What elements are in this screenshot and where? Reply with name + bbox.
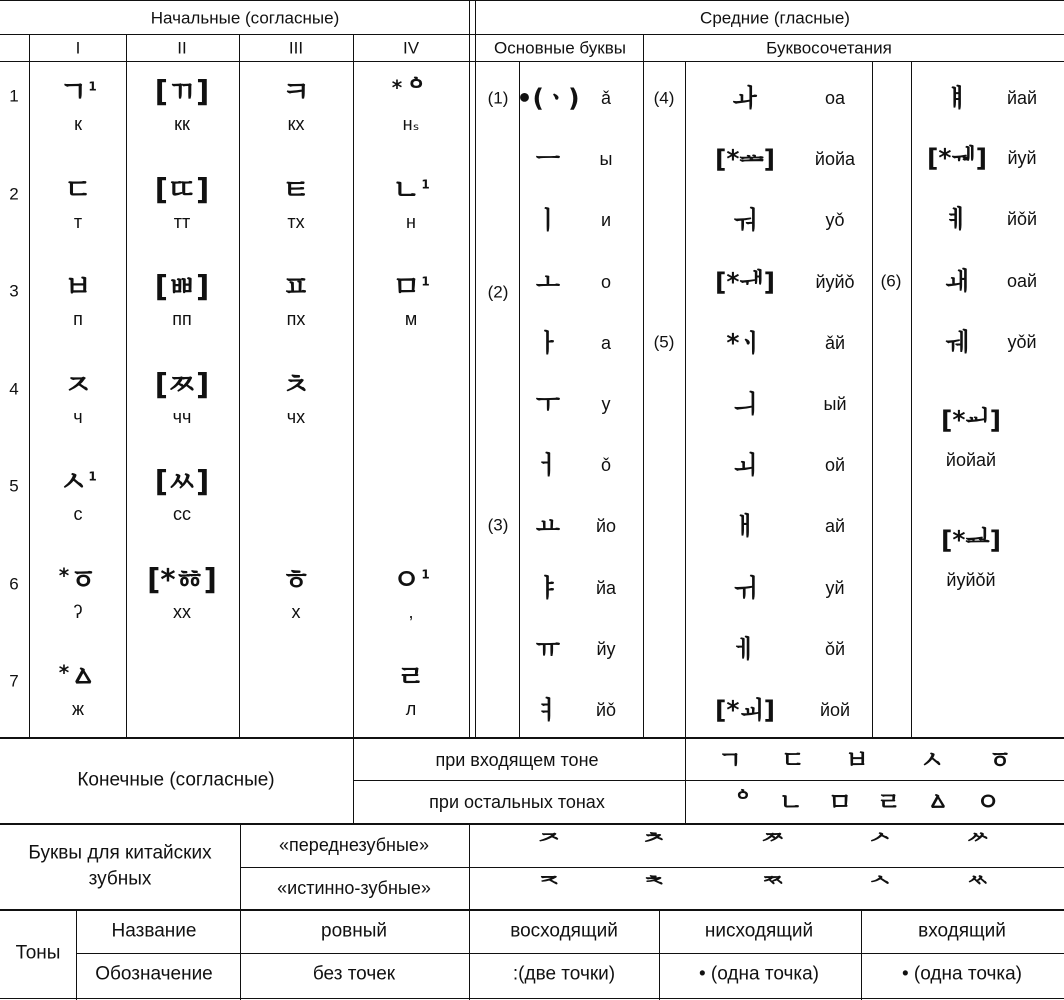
row-number: 5 [9,476,19,496]
hangul-glyph: ㄹ [396,659,426,694]
superscript-mark: 1 [88,79,97,94]
hangul-glyph: [*ᆇ] [714,144,776,174]
initial-glyph [63,367,93,402]
combo-vowel-glyph [940,405,1002,435]
tone-mark-falling: • (одна точка) [699,963,819,985]
hangul-glyph: ㄴ [392,172,421,207]
combo-vowel-romanization: йуй [1007,148,1037,168]
initial-romanization: х [291,602,301,622]
hangul-glyph: ㅁ [392,269,421,304]
initial-romanization: сс [173,504,191,524]
dental-label-line1: Буквы для китайских [28,842,212,864]
front-dental-glyph: ᄼ [867,830,893,860]
basic-vowel-glyph [535,144,561,174]
initial-glyph [281,562,311,597]
basic-vowel-romanization: о [600,271,612,292]
initial-romanization: пх [286,309,306,329]
combo-group-label: (6) [880,271,902,291]
initial-romanization: ж [71,699,85,719]
hangul-glyph: ㅔ [732,634,758,664]
initial-glyph [281,269,311,304]
superscript-mark: 1 [421,177,430,192]
true-dental-glyph: ᅑ [760,873,786,903]
basic-vowel-glyph [535,511,561,541]
basic-vowel-romanization: ы [599,149,613,170]
initial-romanization: ч [73,407,83,427]
combo-vowel-romanization: йǒй [1006,209,1038,229]
front-dental-glyph: ᅏ [760,830,786,860]
combo-vowel-glyph [714,144,776,174]
initial-glyph [154,367,210,402]
initial-romanization: п [73,309,83,329]
basic-vowel-glyph [535,389,561,419]
hangul-glyph: ㅏ [535,328,561,358]
final-other-glyph: ㅁ [827,787,853,817]
front-dental-glyph: ᅎ [536,830,562,860]
initial-romanization: кк [174,114,190,134]
tone-mark-level: без точек [312,963,396,985]
combo-vowel-glyph [944,204,970,234]
initial-glyph [147,562,217,597]
initial-glyph [63,269,93,304]
basic-group-label: (1) [487,88,509,108]
final-entering-glyph: ㅅ [919,745,945,775]
hangul-glyph: ㅿ [69,659,98,694]
initial-romanization: чч [172,407,192,427]
tone-name-falling: нисходящий [704,920,814,942]
initial-glyph [392,269,430,304]
final-entering-glyph: ㄱ [717,745,743,775]
combo-vowel-glyph [944,266,970,296]
tone-mark-entering: • (одна точка) [902,963,1022,985]
hangul-glyph: [*ㆅ] [147,562,217,597]
initial-glyph [392,562,430,597]
combo-vowel-glyph [726,328,764,358]
hangul-glyph: ㄷ [63,172,93,207]
hangul-glyph: ㅗ [535,267,561,297]
combo-vowel-glyph [732,83,758,113]
basic-vowel-romanization: а [600,332,612,353]
hangul-glyph: ㅓ [535,450,561,480]
combo-group-label: (5) [653,332,675,352]
true-dental-glyph: ᄿ [965,873,991,903]
hangul-glyph: •(ㆍ) [516,83,580,113]
initial-romanization: н [406,212,416,232]
combo-vowel-romanization: уǒ [825,210,845,231]
initial-glyph [392,172,430,207]
row-number: 2 [9,184,19,204]
initials-header: Начальные (согласные) [150,8,340,28]
initial-romanization: к [74,114,82,134]
initial-glyph [396,659,426,694]
superscript-mark: 1 [421,567,430,582]
asterisk-mark: * [58,563,70,588]
hangul-glyph: ᅌ [402,74,431,109]
combo-vowel-romanization: йуйǒй [946,570,996,590]
hangul-glyph: ㅢ [732,389,758,419]
combinations-header: Буквосочетания [766,38,892,58]
final-other-glyph: ㅇ [975,787,1001,817]
hangul-glyph: ㅝ [732,205,758,235]
basic-vowel-glyph [535,450,561,480]
superscript-mark: 1 [421,274,430,289]
basic-letters-header: Основные буквы [494,38,626,58]
final-entering-glyph: ㄷ [780,745,806,775]
final-entering-glyph: ㆆ [987,745,1013,775]
basic-vowel-glyph [535,634,561,664]
hangul-glyph: *ㆎ [726,328,764,358]
tones-label: Тоны [15,942,61,964]
combo-vowel-romanization: ǒй [824,638,846,659]
initial-glyph [58,659,98,694]
asterisk-mark: * [391,75,403,100]
row-number: 3 [9,281,19,301]
hangul-glyph: ㅜ [535,389,561,419]
combo-vowel-glyph [944,327,970,357]
hangul-glyph: ㅟ [732,573,758,603]
initial-romanization: пп [172,309,192,329]
initial-glyph [154,269,210,304]
hangul-glyph: ㅖ [944,204,970,234]
basic-group-label: (3) [487,515,509,535]
hangul-glyph: [*ᆈ] [940,405,1002,435]
initial-romanization: хх [173,602,191,622]
col-header-i: I [75,38,81,58]
combo-vowel-glyph [714,267,776,297]
hangul-glyph: [*ᆋ] [940,525,1002,555]
combo-vowel-romanization: йойа [814,149,856,170]
initial-glyph [391,74,431,109]
hangul-glyph: ㅣ [535,205,561,235]
basic-vowel-glyph [535,573,561,603]
initial-glyph [281,74,311,109]
combo-vowel-romanization: ый [823,394,847,414]
basic-vowel-romanization: йа [595,577,617,598]
final-other-glyph: ㄹ [876,787,902,817]
initial-romanization: тх [287,212,305,232]
basic-vowel-glyph [516,83,580,113]
initial-romanization: , [408,602,414,622]
basic-vowel-romanization: ǎ [600,88,612,108]
finals-label: Конечные (согласные) [77,769,275,791]
front-dental-glyph: ᅔ [641,830,667,860]
true-dental-glyph: ᅕ [641,873,667,903]
true-dental-glyph: ᄾ [867,873,893,903]
basic-vowel-glyph [535,328,561,358]
row-number: 4 [9,379,19,399]
hangul-glyph: [ㄲ] [154,74,210,109]
initial-romanization: тт [173,212,191,232]
hangul-glyph: ㆆ [69,562,98,597]
hangul-glyph: ㅡ [535,144,561,174]
dental-label-line2: зубных [88,868,152,890]
medials-header: Средние (гласные) [700,8,850,28]
initial-romanization: нₛ [402,114,420,134]
initial-romanization: м [404,309,418,329]
basic-vowel-romanization: и [600,210,612,231]
combo-vowel-romanization: йойай [945,450,997,470]
combo-vowel-romanization: йуйǒ [815,271,855,292]
combo-vowel-glyph [714,695,776,725]
initial-romanization: чх [286,407,306,427]
final-other-glyph: ㄴ [778,787,804,817]
front-dental-glyph: ᄽ [965,830,991,860]
combo-vowel-romanization: йай [1006,88,1038,108]
hangul-glyph: ㅍ [281,269,311,304]
asterisk-mark: * [58,660,70,685]
initial-romanization: с [73,504,83,524]
initial-glyph [59,74,97,109]
hangul-glyph: ㅌ [281,172,311,207]
final-other-glyph: ᅌ [730,787,756,817]
combo-vowel-glyph [732,573,758,603]
tones-name-label: Название [111,920,197,942]
combo-vowel-glyph [732,450,758,480]
initial-glyph [59,464,97,499]
combo-vowel-romanization: оа [824,88,846,108]
basic-vowel-romanization: йǒ [595,700,617,720]
tone-mark-rising: :(две точки) [512,963,616,985]
true-dental-glyph: ᅐ [536,873,562,903]
row-number: 1 [9,86,19,106]
hangul-glyph: ㅠ [535,634,561,664]
combo-vowel-romanization: уǒй [1007,332,1037,352]
superscript-mark: 1 [88,469,97,484]
hangul-glyph: ㅚ [732,450,758,480]
combo-vowel-romanization: ой [824,455,846,476]
final-entering-glyph: ㅂ [844,745,870,775]
finals-other-label: при остальных тонах [429,792,605,812]
basic-vowel-romanization: у [601,394,611,414]
initial-romanization: т [73,212,83,232]
hangul-glyph: [*ᆊ] [714,267,776,297]
initial-glyph [58,562,98,597]
hangul-glyph: [*ᆌ] [926,143,988,173]
combo-vowel-glyph [732,634,758,664]
row-number: 6 [9,574,19,594]
hangul-glyph: ㅋ [281,74,311,109]
initial-romanization: л [405,699,417,719]
combo-vowel-glyph [926,143,988,173]
hangul-glyph: [*ㆉ] [714,695,776,725]
initial-romanization: ʔ [73,602,83,622]
col-header-iii: III [288,38,304,58]
hangul-glyph: [ㅃ] [154,269,210,304]
initial-glyph [154,74,210,109]
hangul-glyph: ㄱ [59,74,88,109]
hangul-glyph: [ㅉ] [154,367,210,402]
combo-vowel-romanization: ай [824,516,846,537]
combo-vowel-glyph [732,389,758,419]
hangul-glyph: [ㄸ] [154,172,210,207]
combo-vowel-romanization: йой [819,700,851,720]
combo-vowel-romanization: оай [1006,271,1038,291]
initial-glyph [154,172,210,207]
hangul-glyph: [ㅆ] [154,464,210,499]
final-other-glyph: ㅿ [925,787,951,817]
hangul-glyph: ㅞ [944,327,970,357]
tones-mark-label: Обозначение [95,963,213,985]
combo-vowel-glyph [732,205,758,235]
basic-vowel-romanization: ǒ [600,455,612,476]
hangul-glyph: ㅒ [944,83,970,113]
combo-group-label: (4) [653,88,675,108]
initial-glyph [63,172,93,207]
hangul-glyph: ㅑ [535,573,561,603]
tone-name-level: ровный [321,920,387,942]
combo-vowel-romanization: уй [825,577,845,598]
finals-entering-label: при входящем тоне [435,750,599,770]
row-number: 7 [9,671,19,691]
hangul-glyph: ㅇ [392,562,421,597]
basic-vowel-glyph [535,695,561,725]
hangul-glyph: ㅛ [535,511,561,541]
hangul-glyph: ㅎ [281,562,311,597]
tone-name-rising: восходящий [510,920,618,942]
combo-vowel-glyph [944,83,970,113]
basic-vowel-romanization: йо [595,516,617,537]
combo-vowel-glyph [732,511,758,541]
hangul-glyph: ㅊ [281,367,311,402]
hangul-glyph: ㅕ [535,695,561,725]
initial-glyph [281,172,311,207]
basic-group-label: (2) [487,282,509,302]
hangul-glyph: ㅙ [944,266,970,296]
hangul-glyph: ㅐ [732,511,758,541]
hangul-glyph: ㅅ [59,464,88,499]
basic-vowel-glyph [535,205,561,235]
combo-vowel-romanization: ǎй [824,332,846,353]
hangul-glyph: ㅂ [63,269,93,304]
initial-romanization: кх [287,114,305,134]
tone-name-entering: входящий [918,920,1006,942]
col-header-ii: II [177,38,187,58]
hangul-glyph: ㅈ [63,367,93,402]
initial-glyph [154,464,210,499]
dental-front-label: «переднезубные» [279,835,429,855]
hangul-glyph: ㅘ [732,83,758,113]
dental-true-label: «истинно-зубные» [277,878,431,898]
initial-glyph [281,367,311,402]
basic-vowel-romanization: йу [596,638,616,659]
col-header-iv: IV [402,38,420,58]
basic-vowel-glyph [535,267,561,297]
combo-vowel-glyph [940,525,1002,555]
